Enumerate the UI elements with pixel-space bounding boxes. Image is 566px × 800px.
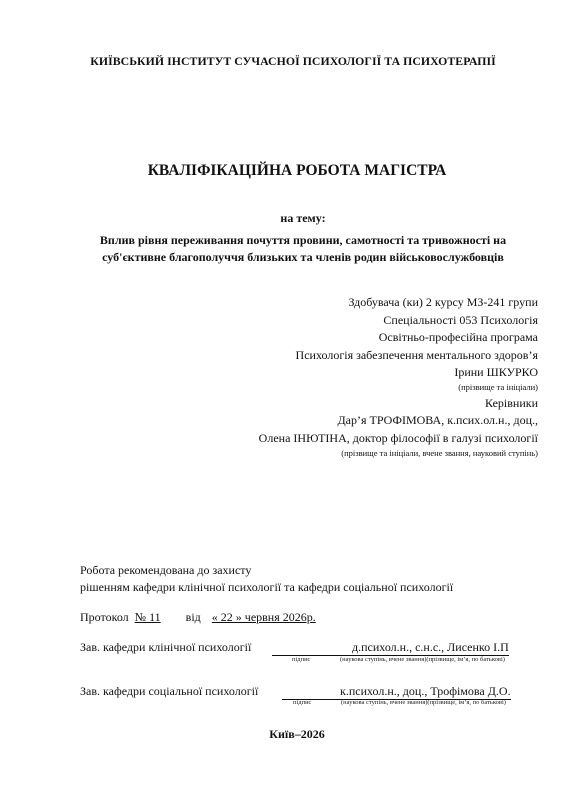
head-social-degree-hint: (наукова ступінь, вчене звання)(прізвище, ім’я, по батькові) [341,699,506,706]
institute-name: КИЇВСЬКИЙ ІНСТИТУТ СУЧАСНОЇ ПСИХОЛОГІЇ ТА ПСИХОТЕРАПІЇ [90,54,496,68]
protocol-label: Протокол [80,610,129,624]
head-clinical-value: д.психол.н., с.н.с., Лисенко І.П [352,640,509,654]
recommendation-line-2: рішенням кафедри клінічної психології та кафедри соціальної психології [80,580,454,594]
author-info-block [259,294,538,459]
on-topic-label: на тему: [280,211,326,225]
recommendation-line-1: Робота рекомендована до захисту [80,563,252,577]
head-clinical-degree-hint: (наукова ступінь, вчене звання)(прізвище, ім’я, по батькові) [340,656,505,663]
head-social-label: Зав. кафедри соціальної психології [80,684,259,698]
author-name: Ірини ШКУРКО [454,365,538,379]
document-title: КВАЛІФІКАЦІЙНА РОБОТА МАГІСТРА [147,162,447,179]
head-clinical-label: Зав. кафедри клінічної психології [80,640,252,654]
signature-line [272,640,352,656]
city-year: Київ–2026 [269,727,325,741]
protocol-line [80,610,316,625]
head-social-signature [282,684,511,700]
recommendation [80,562,453,596]
supervisors-label: Керівники [485,395,538,410]
protocol-from: від [185,610,201,624]
supervisor-1: Дар’я ТРОФІМОВА, к.псих.ол.н., доц., [337,413,538,427]
head-clinical-sign-hint: підпис [292,656,311,663]
supervisors-hint: (прізвище та ініціали, вчене звання, науковий ступінь) [341,448,538,458]
head-clinical-signature [272,640,509,656]
author-name-hint: (прізвище та ініціали) [458,381,538,392]
author-specialty: Спеціальності 053 Психологія [383,312,538,327]
thesis-topic [0,232,566,265]
author-program-name: Психологія забезпечення ментального здоров’я [295,347,538,362]
topic-line-1: Вплив рівня переживання почуття провини, самотності та тривожності на [99,233,507,247]
topic-line-2: суб'єктивне благополуччя близьких та членів родин військовослужбовців [102,249,504,264]
head-social-value: к.психол.н., доц., Трофімова Д.О. [340,684,511,698]
head-social-sign-hint: підпис [293,699,312,706]
signature-line [282,684,340,700]
author-course: Здобувача (ки) 2 курсу МЗ-241 групи [348,295,538,309]
protocol-date: « 22 » червня 2026р. [211,610,316,624]
supervisor-2: Олена ІНЮТІНА, доктор філософії в галузі психології [258,430,538,445]
protocol-number: № 11 [134,610,161,624]
author-program-type: Освітньо-професійна програма [378,330,538,344]
